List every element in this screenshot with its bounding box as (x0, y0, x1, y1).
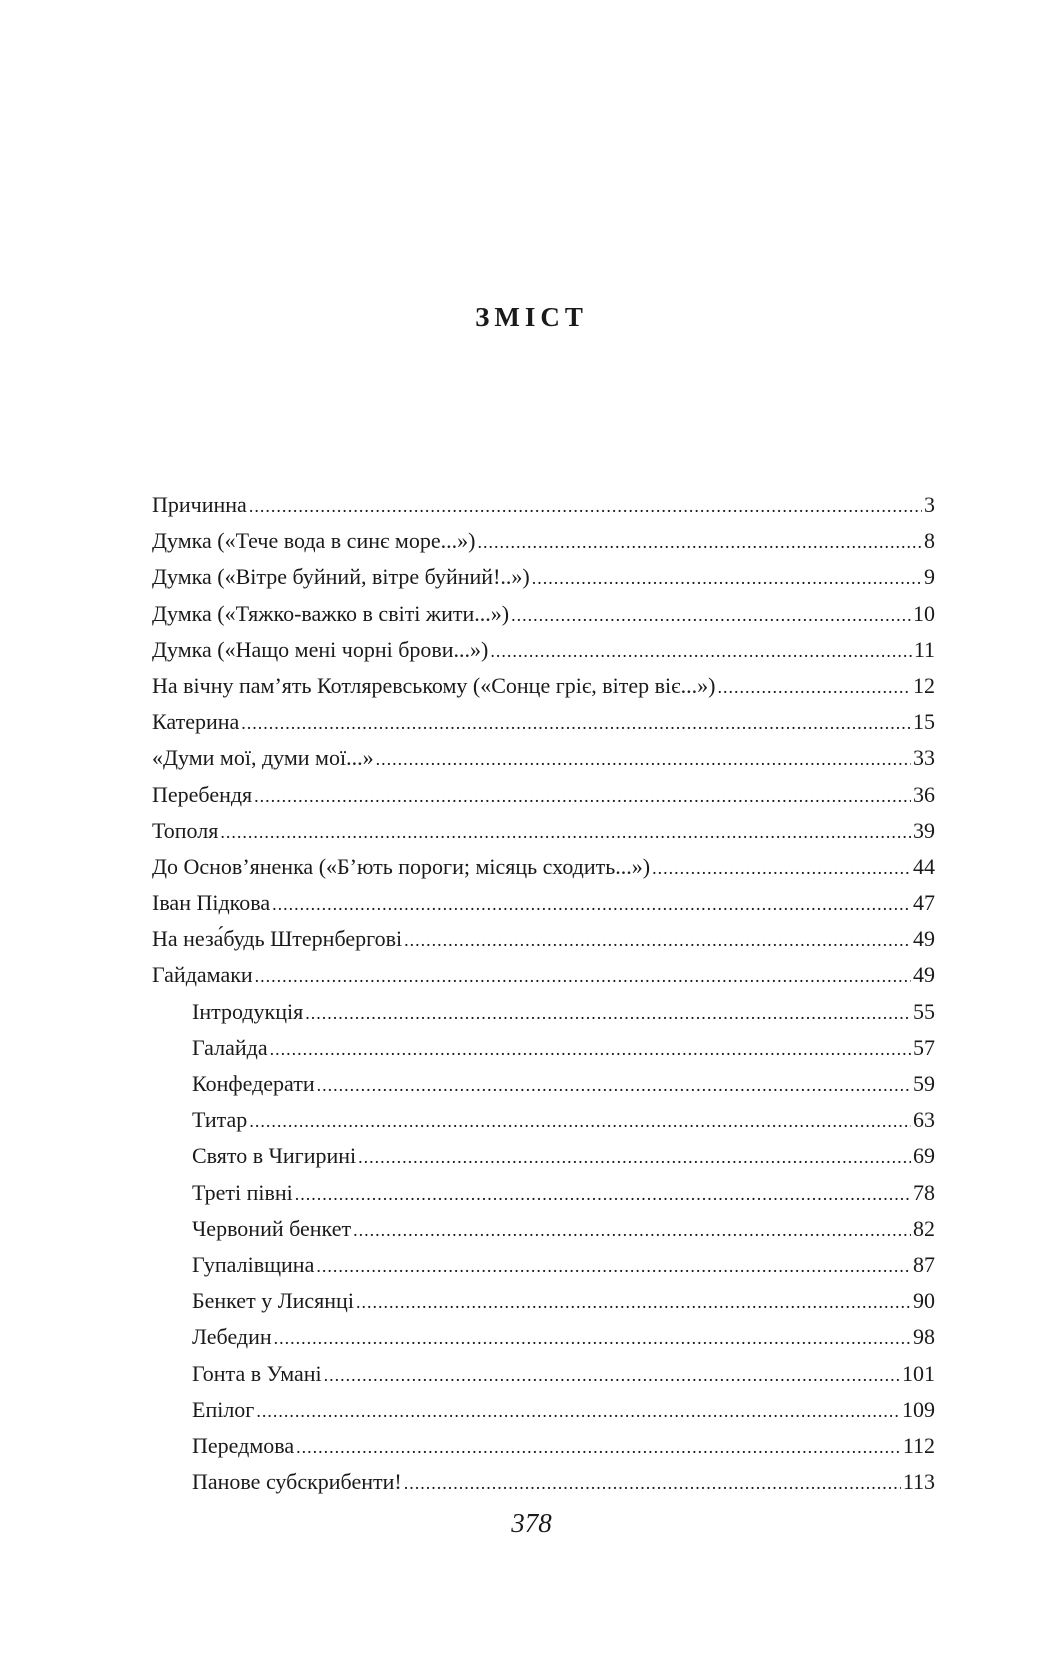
dot-leader (316, 1248, 911, 1284)
dot-leader (220, 814, 911, 850)
toc-entry-page: 11 (913, 636, 935, 662)
toc-entry (152, 957, 935, 993)
dot-leader (249, 1103, 911, 1139)
toc-entry-page: 10 (913, 600, 935, 626)
toc-entry (152, 1356, 935, 1392)
dot-leader (254, 778, 911, 814)
toc-entry-title: Думка («Нащо мені чорні брови...») (152, 636, 489, 662)
toc-entry (152, 632, 935, 668)
toc-entry-title: Думка («Тяжко-важко в світі жити...») (152, 600, 510, 626)
toc-entry (152, 704, 935, 740)
toc-entry-page: 49 (913, 962, 935, 988)
toc-entry (152, 559, 935, 595)
toc-entry-page: 113 (902, 1469, 935, 1495)
dot-leader (353, 1212, 911, 1248)
dot-leader (272, 886, 911, 922)
toc-entry-page: 8 (924, 528, 935, 554)
toc-entry-title: Конфедерати (192, 1071, 315, 1096)
table-of-contents (152, 487, 935, 1500)
toc-entry (152, 1247, 935, 1283)
toc-entry (152, 1464, 935, 1500)
toc-entry (152, 1211, 935, 1247)
toc-entry-page: 36 (913, 781, 935, 807)
dot-leader (270, 1031, 911, 1067)
dot-leader (490, 633, 911, 669)
toc-entry-title: Думка («Вітре буйний, вітре буйний!..») (152, 564, 530, 590)
dot-leader (717, 669, 911, 705)
toc-entry-page: 82 (913, 1215, 935, 1241)
toc-entry (152, 596, 935, 632)
toc-entry (152, 487, 935, 523)
toc-entry (152, 1428, 935, 1464)
toc-entry (152, 885, 935, 921)
toc-entry-title: На вічну пам’ять Котляревському («Сонце гріє, вітер віє...») (152, 672, 716, 698)
dot-leader (241, 705, 911, 741)
toc-entry-title: Галайда (192, 1034, 268, 1060)
toc-entry-title: Треті півні (192, 1179, 293, 1205)
toc-entry (152, 849, 935, 885)
dot-leader (256, 1393, 900, 1429)
dot-leader (652, 850, 911, 886)
toc-entry (152, 1175, 935, 1211)
dot-leader (358, 1139, 911, 1175)
toc-entry (152, 994, 935, 1030)
toc-entry (152, 1102, 935, 1138)
toc-entry-title: Червоний бенкет (192, 1215, 352, 1241)
dot-leader (324, 1357, 900, 1393)
toc-entry (152, 1030, 935, 1066)
toc-entry (152, 813, 935, 849)
toc-entry (152, 1066, 935, 1102)
page-number: 378 (511, 1508, 552, 1538)
toc-entry-page: 63 (913, 1107, 935, 1133)
toc-entry-title: Лебедин (192, 1324, 272, 1350)
toc-entry (152, 777, 935, 813)
toc-entry-page: 3 (924, 492, 935, 517)
dot-leader (296, 1429, 901, 1465)
dot-leader (404, 1465, 901, 1501)
toc-entry-title: Катерина (152, 709, 240, 735)
dot-leader (477, 524, 922, 560)
toc-entry-title: «Думи мої, думи мої...» (152, 745, 374, 771)
toc-entry-title: Свято в Чигирині (192, 1143, 357, 1169)
page-title: ЗМІСТ (475, 302, 588, 332)
toc-entry (152, 740, 935, 776)
toc-entry-title: Передмова (192, 1432, 295, 1458)
toc-entry-title: Перебендя (152, 781, 253, 807)
dot-leader (376, 741, 911, 777)
toc-entry-page: 87 (913, 1251, 935, 1277)
toc-entry-title: Тополя (152, 817, 219, 843)
dot-leader (295, 1176, 911, 1212)
toc-entry-title: Інтродукція (192, 998, 304, 1024)
toc-entry (152, 1283, 935, 1319)
toc-entry-page: 112 (902, 1432, 935, 1458)
toc-entry-page: 101 (902, 1360, 935, 1386)
toc-entry (152, 1392, 935, 1428)
dot-leader (511, 597, 911, 633)
dot-leader (305, 995, 911, 1031)
toc-entry (152, 523, 935, 559)
toc-entry (152, 668, 935, 704)
toc-entry-title: До Основ’яненка («Б’ють пороги; місяць сходить...») (152, 853, 651, 879)
toc-entry (152, 1138, 935, 1174)
toc-entry-page: 59 (913, 1071, 935, 1096)
toc-entry-title: Іван Підкова (152, 890, 271, 916)
dot-leader (274, 1320, 911, 1356)
toc-entry-page: 47 (913, 890, 935, 916)
toc-entry-title: Епілог (192, 1396, 255, 1422)
toc-entry (152, 1319, 935, 1355)
toc-entry (152, 921, 935, 957)
toc-entry-page: 109 (902, 1396, 935, 1422)
toc-entry-title: Гайдамаки (152, 962, 253, 988)
dot-leader (532, 560, 922, 596)
toc-entry-page: 12 (913, 672, 935, 698)
dot-leader (249, 488, 922, 524)
toc-entry-page: 33 (913, 745, 935, 771)
toc-entry-title: Панове субскрибенти! (192, 1469, 402, 1495)
toc-entry-title: Думка («Тече вода в синє море...») (152, 528, 476, 554)
toc-entry-page: 49 (913, 926, 935, 952)
toc-entry-page: 39 (913, 817, 935, 843)
toc-entry-title: Гупалівщина (192, 1251, 315, 1277)
toc-entry-title: Причинна (152, 492, 247, 517)
toc-entry-page: 9 (924, 564, 935, 590)
toc-entry-title: Гонта в Умані (192, 1360, 322, 1386)
dot-leader (356, 1284, 911, 1320)
toc-entry-page: 57 (913, 1034, 935, 1060)
dot-leader (255, 958, 911, 994)
toc-entry-title: Титар (192, 1107, 248, 1133)
toc-entry-page: 55 (913, 998, 935, 1024)
toc-entry-page: 90 (913, 1288, 935, 1314)
toc-entry-page: 15 (913, 709, 935, 735)
toc-entry-page: 69 (913, 1143, 935, 1169)
dot-leader (404, 922, 911, 958)
toc-entry-page: 78 (913, 1179, 935, 1205)
toc-entry-page: 44 (913, 853, 935, 879)
toc-entry-title: На неза́будь Штернбергові (152, 926, 403, 952)
toc-entry-title: Бенкет у Лисянці (192, 1288, 354, 1314)
dot-leader (317, 1067, 911, 1103)
toc-entry-page: 98 (913, 1324, 935, 1350)
